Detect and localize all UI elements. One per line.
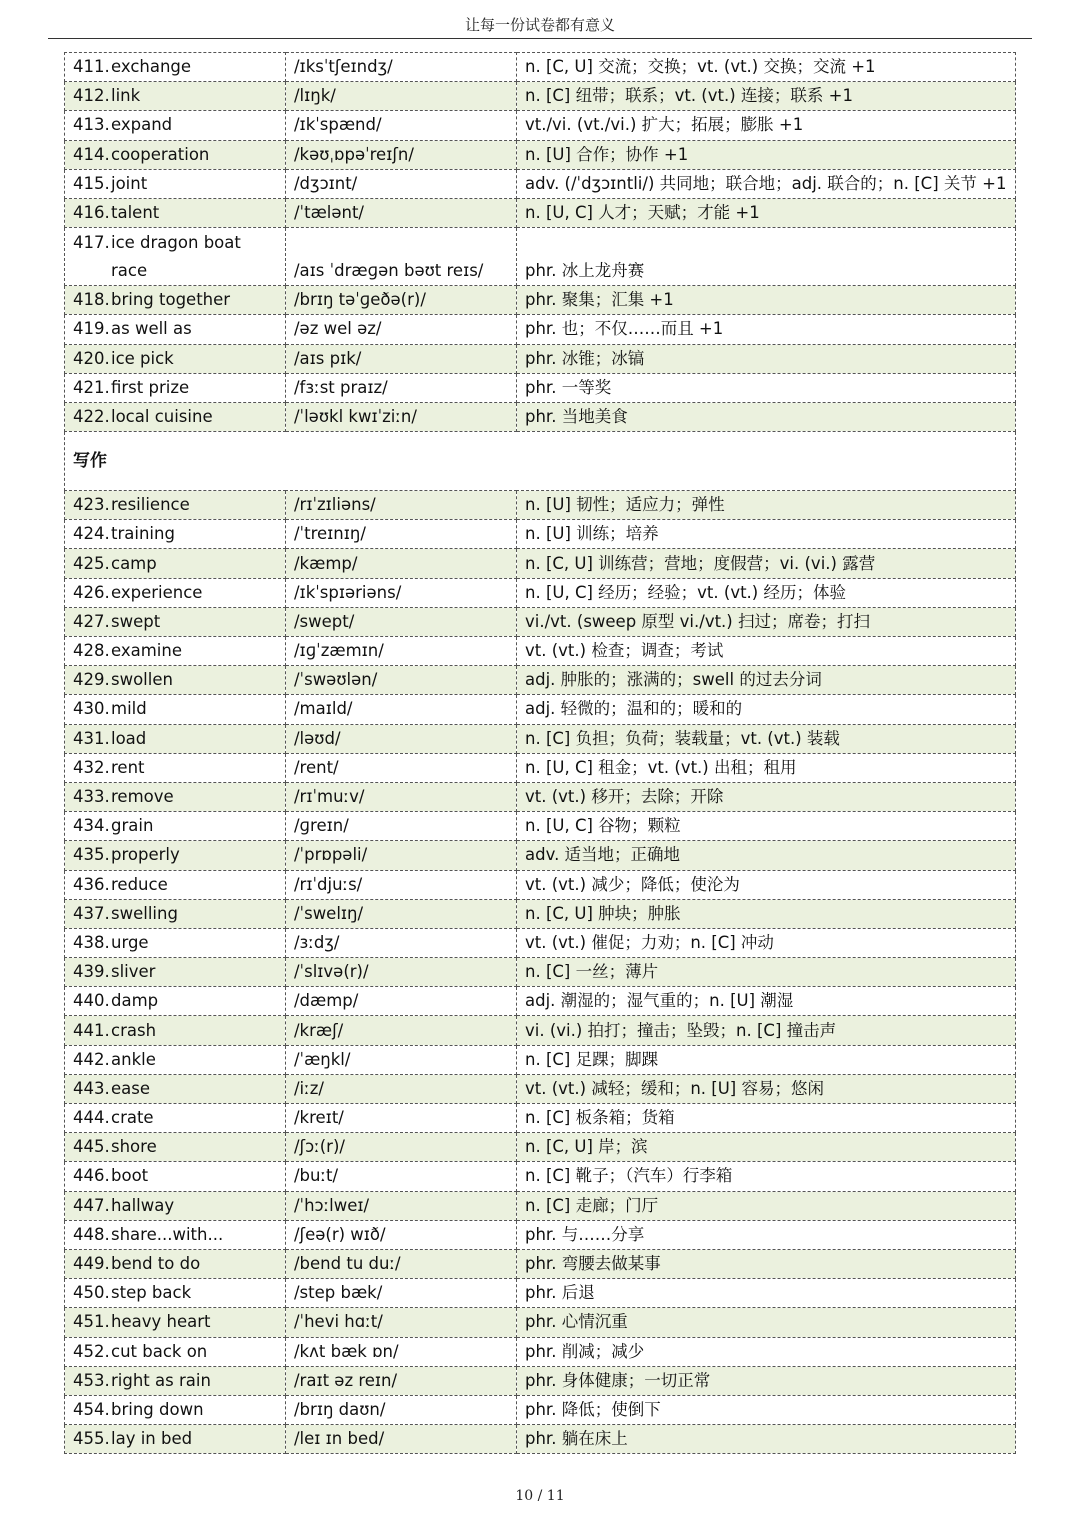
phonetic-cell: /dæmp/ bbox=[286, 987, 517, 1016]
entry-word: local cuisine bbox=[111, 406, 213, 426]
phonetic-cell: /ˈæŋkl/ bbox=[286, 1045, 517, 1074]
entry-word: ankle bbox=[111, 1049, 156, 1069]
entry-word: swept bbox=[111, 611, 161, 631]
table-row bbox=[65, 958, 1016, 987]
word-cell bbox=[65, 841, 286, 870]
table-row bbox=[65, 578, 1016, 607]
definition-cell: adj. 肿胀的；涨满的；swell 的过去分词 bbox=[517, 666, 1016, 695]
definition-cell: n. [C] 走廊；门厅 bbox=[517, 1191, 1016, 1220]
phonetic-cell: /leɪ ɪn bed/ bbox=[286, 1425, 517, 1454]
definition-cell: phr. 也；不仅……而且 +1 bbox=[517, 315, 1016, 344]
entry-word: bend to do bbox=[111, 1254, 201, 1274]
entry-number: 434. bbox=[73, 816, 110, 836]
definition-cell: phr. 降低；使倒下 bbox=[517, 1395, 1016, 1424]
table-row bbox=[65, 1074, 1016, 1103]
table-row bbox=[65, 53, 1016, 82]
entry-number: 431. bbox=[73, 728, 110, 748]
entry-word: right as rain bbox=[111, 1370, 211, 1390]
table-row bbox=[65, 315, 1016, 344]
entry-word: grain bbox=[111, 816, 154, 836]
definition-cell: adj. 轻微的；温和的；暖和的 bbox=[517, 695, 1016, 724]
entry-number: 448. bbox=[73, 1224, 110, 1244]
phonetic-cell: /ˈprɒpəli/ bbox=[286, 841, 517, 870]
phonetic-cell: /aɪs ˈdræɡən bəʊt reɪs/ bbox=[286, 228, 517, 286]
phonetic-cell: /rɪˈmuːv/ bbox=[286, 782, 517, 811]
table-row bbox=[65, 140, 1016, 169]
table-row bbox=[65, 1395, 1016, 1424]
entry-word: mild bbox=[111, 699, 147, 719]
definition-cell: vt. (vt.) 催促；力劝；n. [C] 冲动 bbox=[517, 928, 1016, 957]
entry-number: 421. bbox=[73, 377, 110, 397]
word-cell bbox=[65, 870, 286, 899]
definition-cell: n. [U] 训练；培养 bbox=[517, 520, 1016, 549]
entry-number: 441. bbox=[73, 1020, 110, 1040]
entry-word: hallway bbox=[111, 1195, 175, 1215]
phonetic-cell: /kræʃ/ bbox=[286, 1016, 517, 1045]
phonetic-cell: /kæmp/ bbox=[286, 549, 517, 578]
phonetic-cell: /raɪt əz reɪn/ bbox=[286, 1366, 517, 1395]
word-cell bbox=[65, 491, 286, 520]
definition-cell: n. [C, U] 交流；交换；vt. (vt.) 交换；交流 +1 bbox=[517, 53, 1016, 82]
definition-cell: phr. 当地美食 bbox=[517, 402, 1016, 431]
word-cell bbox=[65, 637, 286, 666]
definition-cell: n. [C] 板条箱；货箱 bbox=[517, 1104, 1016, 1133]
table-row bbox=[65, 695, 1016, 724]
phonetic-cell: /ˈləʊkl kwɪˈziːn/ bbox=[286, 402, 517, 431]
definition-cell: n. [C, U] 训练营；营地；度假营；vi. (vi.) 露营 bbox=[517, 549, 1016, 578]
entry-word: crash bbox=[111, 1020, 157, 1040]
table-row bbox=[65, 1425, 1016, 1454]
entry-word: damp bbox=[111, 991, 159, 1011]
word-cell bbox=[65, 987, 286, 1016]
table-row bbox=[65, 549, 1016, 578]
word-cell bbox=[65, 286, 286, 315]
word-cell bbox=[65, 1308, 286, 1337]
phonetic-cell: /rɪˈdjuːs/ bbox=[286, 870, 517, 899]
table-row bbox=[65, 724, 1016, 753]
table-row bbox=[65, 1308, 1016, 1337]
entry-number: 422. bbox=[73, 406, 110, 426]
table-row bbox=[65, 286, 1016, 315]
definition-cell: phr. 躺在床上 bbox=[517, 1425, 1016, 1454]
definition-cell: phr. 一等奖 bbox=[517, 373, 1016, 402]
word-cell bbox=[65, 198, 286, 227]
definition-cell: n. [U] 合作；协作 +1 bbox=[517, 140, 1016, 169]
entry-number: 416. bbox=[73, 203, 110, 223]
word-cell bbox=[65, 666, 286, 695]
entry-word: step back bbox=[111, 1283, 192, 1303]
definition-cell: n. [C] 纽带；联系；vt. (vt.) 连接；联系 +1 bbox=[517, 82, 1016, 111]
phonetic-cell: /aɪs pɪk/ bbox=[286, 344, 517, 373]
entry-word: lay in bed bbox=[111, 1429, 193, 1449]
definition-cell: vt. (vt.) 移开；去除；开除 bbox=[517, 782, 1016, 811]
word-cell bbox=[65, 899, 286, 928]
table-row bbox=[65, 899, 1016, 928]
entry-number: 415. bbox=[73, 173, 110, 193]
table-row bbox=[65, 169, 1016, 198]
entry-word: as well as bbox=[111, 319, 192, 339]
word-cell bbox=[65, 1395, 286, 1424]
table-row bbox=[65, 1191, 1016, 1220]
entry-number: 411. bbox=[73, 57, 110, 77]
word-cell bbox=[65, 1133, 286, 1162]
entry-word: crate bbox=[111, 1108, 154, 1128]
word-cell bbox=[65, 1249, 286, 1278]
word-cell bbox=[65, 1425, 286, 1454]
entry-number: 452. bbox=[73, 1341, 110, 1361]
definition-cell: vi. (vi.) 拍打；撞击；坠毁；n. [C] 撞击声 bbox=[517, 1016, 1016, 1045]
word-cell bbox=[65, 1045, 286, 1074]
entry-number: 432. bbox=[73, 757, 110, 777]
phonetic-cell: /ɪkˈspænd/ bbox=[286, 111, 517, 140]
definition-cell: n. [U, C] 租金；vt. (vt.) 出租；租用 bbox=[517, 753, 1016, 782]
entry-number: 418. bbox=[73, 290, 110, 310]
table-row bbox=[65, 782, 1016, 811]
definition-cell: n. [U, C] 谷物；颗粒 bbox=[517, 812, 1016, 841]
vocabulary-table bbox=[64, 52, 1016, 1454]
entry-word: link bbox=[111, 86, 141, 106]
entry-number: 417. bbox=[73, 232, 110, 252]
definition-cell: n. [U] 韧性；适应力；弹性 bbox=[517, 491, 1016, 520]
entry-number: 430. bbox=[73, 699, 110, 719]
table-row bbox=[65, 870, 1016, 899]
word-cell bbox=[65, 344, 286, 373]
table-row bbox=[65, 1279, 1016, 1308]
entry-number: 444. bbox=[73, 1108, 110, 1128]
vocabulary-table-body bbox=[65, 53, 1016, 1454]
entry-number: 450. bbox=[73, 1283, 110, 1303]
word-cell bbox=[65, 958, 286, 987]
definition-cell: phr. 弯腰去做某事 bbox=[517, 1249, 1016, 1278]
definition-cell: n. [C, U] 肿块；肿胀 bbox=[517, 899, 1016, 928]
definition-cell: n. [C] 一丝；薄片 bbox=[517, 958, 1016, 987]
word-cell bbox=[65, 228, 286, 286]
word-cell bbox=[65, 1220, 286, 1249]
table-row bbox=[65, 637, 1016, 666]
entry-word: resilience bbox=[111, 495, 190, 515]
entry-number: 419. bbox=[73, 319, 110, 339]
table-row bbox=[65, 1016, 1016, 1045]
word-cell bbox=[65, 753, 286, 782]
definition-cell: phr. 身体健康；一切正常 bbox=[517, 1366, 1016, 1395]
definition-cell: phr. 冰锥；冰镐 bbox=[517, 344, 1016, 373]
definition-cell: phr. 与……分享 bbox=[517, 1220, 1016, 1249]
phonetic-cell: /kreɪt/ bbox=[286, 1104, 517, 1133]
entry-number: 437. bbox=[73, 903, 110, 923]
entry-number: 455. bbox=[73, 1429, 110, 1449]
entry-number: 426. bbox=[73, 582, 110, 602]
word-cell bbox=[65, 928, 286, 957]
entry-number: 412. bbox=[73, 86, 110, 106]
entry-number: 436. bbox=[73, 874, 110, 894]
table-row bbox=[65, 1220, 1016, 1249]
table-row bbox=[65, 198, 1016, 227]
entry-word: bring down bbox=[111, 1399, 204, 1419]
word-cell bbox=[65, 1279, 286, 1308]
table-row bbox=[65, 607, 1016, 636]
table-row bbox=[65, 987, 1016, 1016]
table-row bbox=[65, 928, 1016, 957]
definition-cell: adj. 潮湿的；湿气重的；n. [U] 潮湿 bbox=[517, 987, 1016, 1016]
entry-word: talent bbox=[111, 203, 160, 223]
entry-word: rent bbox=[111, 757, 145, 777]
entry-word: camp bbox=[111, 553, 157, 573]
phonetic-cell: /kəʊˌɒpəˈreɪʃn/ bbox=[286, 140, 517, 169]
phonetic-cell: /rɪˈzɪliəns/ bbox=[286, 491, 517, 520]
entry-number: 443. bbox=[73, 1078, 110, 1098]
phonetic-cell: /ˈswelɪŋ/ bbox=[286, 899, 517, 928]
entry-number: 442. bbox=[73, 1049, 110, 1069]
entry-number: 439. bbox=[73, 962, 110, 982]
definition-cell: vt. (vt.) 检查；调查；考试 bbox=[517, 637, 1016, 666]
page-number: 10 / 11 bbox=[515, 1488, 565, 1504]
entry-word: sliver bbox=[111, 962, 156, 982]
word-cell bbox=[65, 315, 286, 344]
phonetic-cell: /swept/ bbox=[286, 607, 517, 636]
phonetic-cell: /step bæk/ bbox=[286, 1279, 517, 1308]
word-cell bbox=[65, 695, 286, 724]
page-header bbox=[48, 0, 1032, 39]
section-title: 写作 bbox=[65, 432, 1016, 491]
entry-word: expand bbox=[111, 115, 173, 135]
entry-word: urge bbox=[111, 932, 149, 952]
entry-number: 454. bbox=[73, 1399, 110, 1419]
phonetic-cell: /ˈhevi hɑːt/ bbox=[286, 1308, 517, 1337]
word-cell bbox=[65, 1366, 286, 1395]
table-row bbox=[65, 841, 1016, 870]
word-cell bbox=[65, 169, 286, 198]
entry-number: 414. bbox=[73, 144, 110, 164]
phonetic-cell: /fɜːst praɪz/ bbox=[286, 373, 517, 402]
word-cell bbox=[65, 549, 286, 578]
definition-cell: vt. (vt.) 减少；降低；使沦为 bbox=[517, 870, 1016, 899]
definition-cell: vt. (vt.) 减轻；缓和；n. [U] 容易；悠闲 bbox=[517, 1074, 1016, 1103]
entry-word: ice pick bbox=[111, 348, 174, 368]
entry-number: 413. bbox=[73, 115, 110, 135]
table-row bbox=[65, 402, 1016, 431]
definition-cell: n. [U, C] 人才；天赋；才能 +1 bbox=[517, 198, 1016, 227]
word-cell bbox=[65, 1337, 286, 1366]
entry-word: cut back on bbox=[111, 1341, 208, 1361]
entry-word: shore bbox=[111, 1137, 157, 1157]
definition-cell: vi./vt. (sweep 原型 vi./vt.) 扫过；席卷；打扫 bbox=[517, 607, 1016, 636]
entry-word: share...with... bbox=[111, 1224, 224, 1244]
entry-word: first prize bbox=[111, 377, 190, 397]
word-cell bbox=[65, 1074, 286, 1103]
word-cell bbox=[65, 402, 286, 431]
entry-number: 445. bbox=[73, 1137, 110, 1157]
table-row bbox=[65, 1045, 1016, 1074]
entry-word: training bbox=[111, 524, 175, 544]
table-row bbox=[65, 1162, 1016, 1191]
word-cell bbox=[65, 1191, 286, 1220]
phonetic-cell: /ʃɔː(r)/ bbox=[286, 1133, 517, 1162]
entry-number: 438. bbox=[73, 932, 110, 952]
entry-number: 420. bbox=[73, 348, 110, 368]
definition-cell: n. [C] 足踝；脚踝 bbox=[517, 1045, 1016, 1074]
phonetic-cell: /ʃeə(r) wɪð/ bbox=[286, 1220, 517, 1249]
entry-word: bring together bbox=[111, 290, 231, 310]
word-cell bbox=[65, 111, 286, 140]
entry-number: 446. bbox=[73, 1166, 110, 1186]
table-row bbox=[65, 753, 1016, 782]
phonetic-cell: /ˈswəʊlən/ bbox=[286, 666, 517, 695]
entry-word: ease bbox=[111, 1078, 151, 1098]
entry-number: 428. bbox=[73, 641, 110, 661]
entry-word: swelling bbox=[111, 903, 178, 923]
phonetic-cell: /ɪɡˈzæmɪn/ bbox=[286, 637, 517, 666]
entry-word: boot bbox=[111, 1166, 149, 1186]
phonetic-cell: /ɜːdʒ/ bbox=[286, 928, 517, 957]
entry-word: load bbox=[111, 728, 147, 748]
definition-cell: n. [C] 负担；负荷；装载量；vt. (vt.) 装载 bbox=[517, 724, 1016, 753]
entry-word: heavy heart bbox=[111, 1312, 211, 1332]
table-row bbox=[65, 344, 1016, 373]
word-cell bbox=[65, 82, 286, 111]
definition-cell: phr. 心情沉重 bbox=[517, 1308, 1016, 1337]
phonetic-cell: /brɪŋ təˈɡeðə(r)/ bbox=[286, 286, 517, 315]
phonetic-cell: /ɪksˈtʃeɪndʒ/ bbox=[286, 53, 517, 82]
entry-number: 425. bbox=[73, 553, 110, 573]
table-row bbox=[65, 1337, 1016, 1366]
entry-word: examine bbox=[111, 641, 183, 661]
definition-cell: phr. 冰上龙舟赛 bbox=[517, 228, 1016, 286]
entry-word: properly bbox=[111, 845, 180, 865]
phonetic-cell: /lɪŋk/ bbox=[286, 82, 517, 111]
entry-word: reduce bbox=[111, 874, 168, 894]
page-footer bbox=[0, 1488, 1080, 1504]
definition-cell: adv. (/ˈdʒɔɪntli/) 共同地；联合地；adj. 联合的；n. [C] 关节 +1 bbox=[517, 169, 1016, 198]
section-row bbox=[65, 432, 1016, 491]
entry-number: 424. bbox=[73, 524, 110, 544]
word-cell bbox=[65, 578, 286, 607]
entry-word: exchange bbox=[111, 57, 192, 77]
phonetic-cell: /ɪkˈspɪəriəns/ bbox=[286, 578, 517, 607]
phonetic-cell: /dʒɔɪnt/ bbox=[286, 169, 517, 198]
phonetic-cell: /buːt/ bbox=[286, 1162, 517, 1191]
word-cell bbox=[65, 140, 286, 169]
entry-number: 451. bbox=[73, 1312, 110, 1332]
entry-word: experience bbox=[111, 582, 203, 602]
phonetic-cell: /ɡreɪn/ bbox=[286, 812, 517, 841]
word-cell bbox=[65, 1016, 286, 1045]
entry-number: 427. bbox=[73, 611, 110, 631]
definition-cell: phr. 削减；减少 bbox=[517, 1337, 1016, 1366]
entry-number: 433. bbox=[73, 787, 110, 807]
header-title: 让每一份试卷都有意义 bbox=[464, 16, 615, 34]
entry-word: cooperation bbox=[111, 144, 210, 164]
table-row bbox=[65, 1104, 1016, 1133]
definition-cell: adv. 适当地；正确地 bbox=[517, 841, 1016, 870]
definition-cell: n. [C, U] 岸；滨 bbox=[517, 1133, 1016, 1162]
table-row bbox=[65, 373, 1016, 402]
phonetic-cell: /iːz/ bbox=[286, 1074, 517, 1103]
word-cell bbox=[65, 1104, 286, 1133]
entry-word-continued: race bbox=[111, 260, 148, 280]
word-cell bbox=[65, 607, 286, 636]
word-cell bbox=[65, 53, 286, 82]
definition-cell: n. [C] 靴子；（汽车）行李箱 bbox=[517, 1162, 1016, 1191]
entry-word: remove bbox=[111, 787, 174, 807]
word-cell bbox=[65, 724, 286, 753]
entry-word: joint bbox=[111, 173, 148, 193]
phonetic-cell: /kʌt bæk ɒn/ bbox=[286, 1337, 517, 1366]
table-row bbox=[65, 812, 1016, 841]
entry-number: 449. bbox=[73, 1254, 110, 1274]
table-row bbox=[65, 111, 1016, 140]
table-row bbox=[65, 1133, 1016, 1162]
phonetic-cell: /brɪŋ daʊn/ bbox=[286, 1395, 517, 1424]
phonetic-cell: /ləʊd/ bbox=[286, 724, 517, 753]
phonetic-cell: /ˈslɪvə(r)/ bbox=[286, 958, 517, 987]
definition-cell: vt./vi. (vt./vi.) 扩大；拓展；膨胀 +1 bbox=[517, 111, 1016, 140]
phonetic-cell: /ˈhɔːlweɪ/ bbox=[286, 1191, 517, 1220]
entry-number: 429. bbox=[73, 670, 110, 690]
table-row bbox=[65, 1249, 1016, 1278]
entry-word: swollen bbox=[111, 670, 173, 690]
word-cell bbox=[65, 812, 286, 841]
table-row bbox=[65, 666, 1016, 695]
word-cell bbox=[65, 520, 286, 549]
word-cell bbox=[65, 1162, 286, 1191]
entry-number: 435. bbox=[73, 845, 110, 865]
word-cell bbox=[65, 373, 286, 402]
table-row bbox=[65, 520, 1016, 549]
entry-number: 453. bbox=[73, 1370, 110, 1390]
table-row bbox=[65, 491, 1016, 520]
phonetic-cell: /bend tu duː/ bbox=[286, 1249, 517, 1278]
phonetic-cell: /maɪld/ bbox=[286, 695, 517, 724]
definition-cell: phr. 后退 bbox=[517, 1279, 1016, 1308]
phonetic-cell: /ˈtælənt/ bbox=[286, 198, 517, 227]
entry-line bbox=[73, 229, 285, 257]
table-row bbox=[65, 82, 1016, 111]
definition-cell: n. [U, C] 经历；经验；vt. (vt.) 经历；体验 bbox=[517, 578, 1016, 607]
word-cell bbox=[65, 782, 286, 811]
entry-number: 447. bbox=[73, 1195, 110, 1215]
phonetic-cell: /rent/ bbox=[286, 753, 517, 782]
entry-number: 423. bbox=[73, 495, 110, 515]
table-row bbox=[65, 1366, 1016, 1395]
table-row bbox=[65, 228, 1016, 286]
phonetic-cell: /əz wel əz/ bbox=[286, 315, 517, 344]
entry-number: 440. bbox=[73, 991, 110, 1011]
phonetic-cell: /ˈtreɪnɪŋ/ bbox=[286, 520, 517, 549]
entry-word: ice dragon boat bbox=[111, 232, 241, 252]
definition-cell: phr. 聚集；汇集 +1 bbox=[517, 286, 1016, 315]
